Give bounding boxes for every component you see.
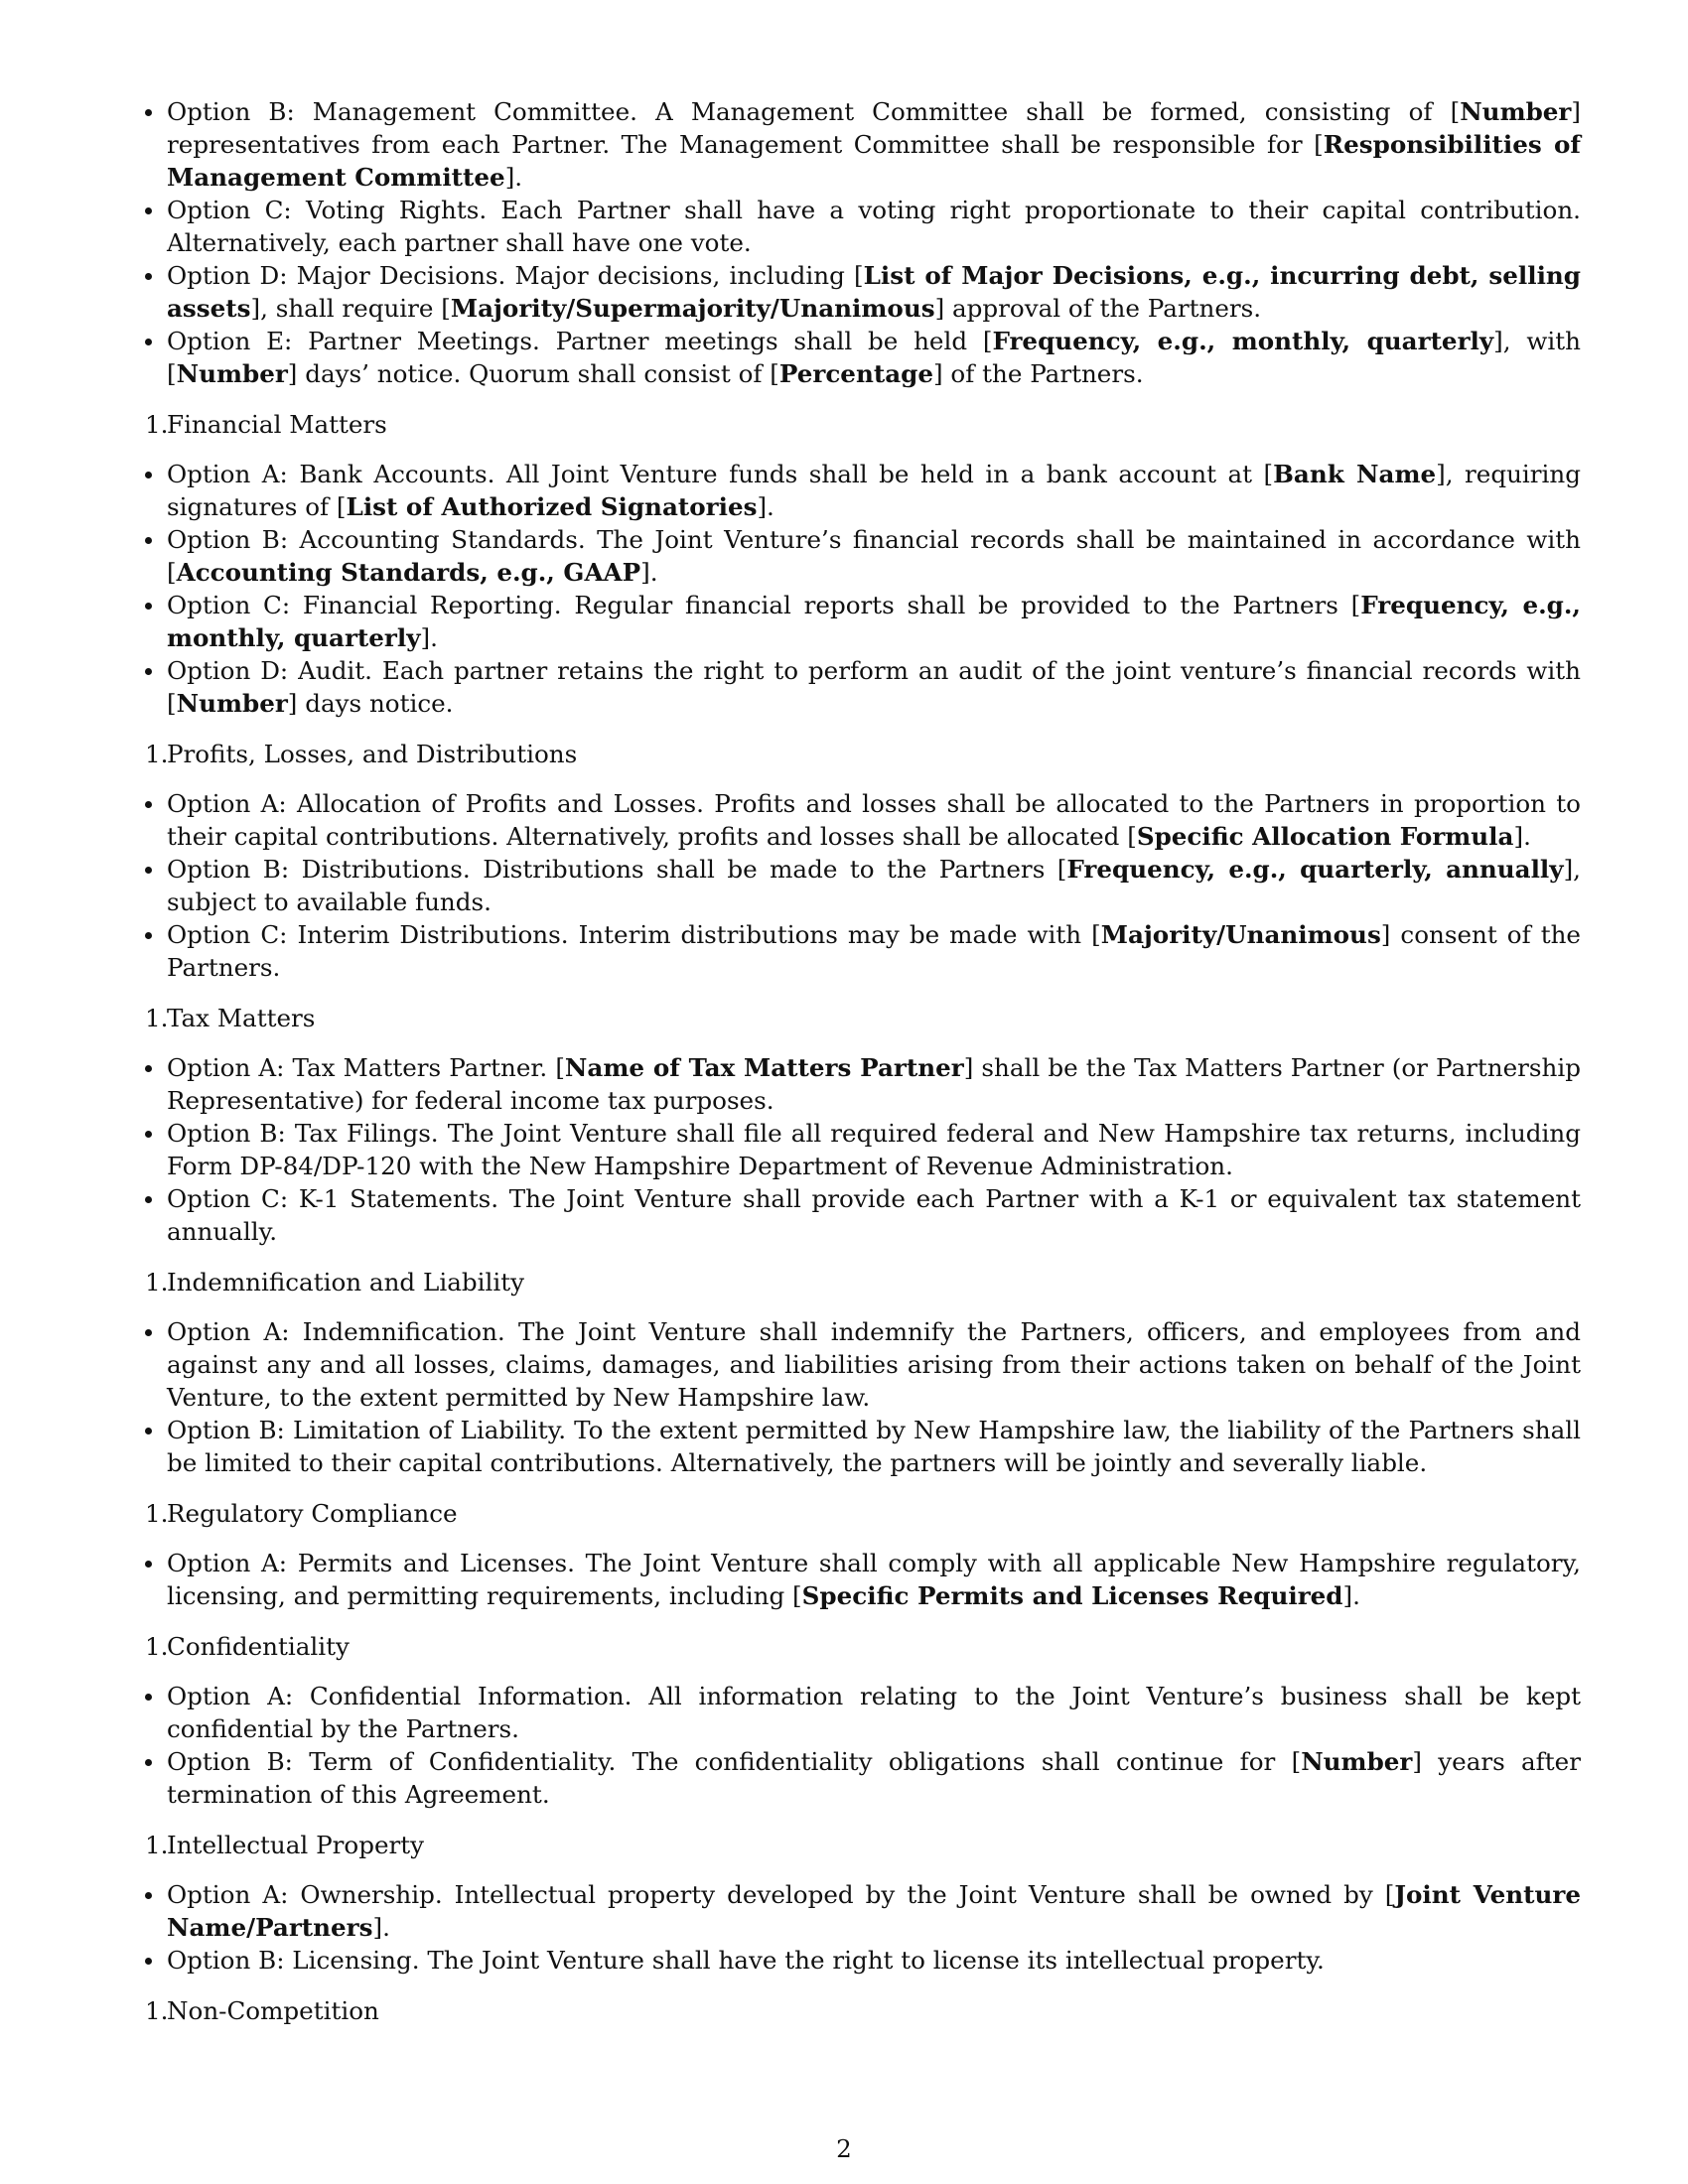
option-text: ] of the Partners.	[932, 359, 1144, 388]
bullet-icon	[145, 1958, 152, 1965]
option-text: ].	[640, 558, 658, 587]
option-list	[145, 95, 1581, 390]
section-heading	[145, 1630, 1581, 1663]
placeholder-field: Bank Name	[1273, 460, 1437, 488]
option-text: ], with [	[167, 327, 1581, 388]
option-text: ] days notice.	[287, 689, 454, 718]
option-list	[145, 1547, 1581, 1612]
bullet-icon	[145, 932, 152, 939]
bullet-icon	[145, 1196, 152, 1203]
option-text: ].	[420, 623, 438, 652]
option-item	[145, 1182, 1581, 1248]
option-text: ].	[372, 1913, 390, 1942]
option-text: ].	[1513, 822, 1531, 851]
section-heading	[145, 1266, 1581, 1298]
bullet-icon	[145, 1065, 152, 1072]
placeholder-field: Majority/Supermajority/Unanimous	[450, 294, 935, 323]
option-text: Option A: Indemnification. The Joint Venture shall indemnify the Partners, officers, and employees from and against any and all losses, claims, damages, and liabilities arising from their actions taken on behalf of the Joint Venture, to the extent permitted by New Hampshire law.	[167, 1317, 1581, 1412]
page-number: 2	[836, 2134, 852, 2163]
bullet-icon	[145, 339, 152, 345]
section-heading	[145, 1497, 1581, 1530]
section-title: Tax Matters	[167, 1004, 316, 1032]
option-item	[145, 259, 1581, 325]
section-number: 1.	[145, 1499, 169, 1528]
placeholder-field: Number	[1460, 97, 1572, 126]
placeholder-field: Name of Tax Matters Partner	[564, 1053, 964, 1082]
section-number: 1.	[145, 1632, 169, 1661]
placeholder-field: Frequency, e.g., quarterly, annually	[1066, 855, 1564, 884]
section-heading	[145, 408, 1581, 441]
bullet-icon	[145, 1892, 152, 1899]
placeholder-field: Responsibilities of Management Committee	[167, 130, 1581, 192]
option-text: ] approval of the Partners.	[934, 294, 1262, 323]
option-text: Option E: Partner Meetings. Partner meetings shall be held [	[167, 327, 993, 355]
section-title: Non-Competition	[167, 1996, 379, 2025]
section-heading	[145, 738, 1581, 770]
option-text: Option B: Tax Filings. The Joint Venture shall file all required federal and New Hampshire tax returns, including Form DP-84/DP-120 with the New Hampshire Department of Revenue Administration.	[167, 1119, 1581, 1180]
option-text: ], requiring signatures of [	[167, 460, 1582, 521]
option-text: Option A: Bank Accounts. All Joint Venture funds shall be held in a bank account at [	[167, 460, 1274, 488]
placeholder-field: Frequency, e.g., monthly, quarterly	[992, 327, 1494, 355]
option-item	[145, 787, 1581, 853]
section-heading	[145, 1994, 1581, 2027]
option-item	[145, 1944, 1581, 1977]
placeholder-field: Accounting Standards, e.g., GAAP	[176, 558, 641, 587]
placeholder-field: Specific Allocation Formula	[1136, 822, 1514, 851]
option-item	[145, 1745, 1581, 1811]
placeholder-field: List of Major Decisions, e.g., incurring debt, selling assets	[167, 261, 1582, 323]
option-list	[145, 1315, 1581, 1479]
placeholder-field: Frequency, e.g., monthly, quarterly	[167, 591, 1581, 652]
option-list	[145, 1878, 1581, 1977]
bullet-icon	[145, 1329, 152, 1336]
placeholder-field: Number	[176, 689, 288, 718]
option-item	[145, 853, 1581, 918]
bullet-icon	[145, 867, 152, 874]
bullet-icon	[145, 1759, 152, 1766]
document-body	[145, 95, 1581, 2044]
option-text: ].	[504, 163, 523, 192]
option-item	[145, 95, 1581, 194]
option-text: Option B: Limitation of Liability. To the extent permitted by New Hampshire law, the liability of the Partners shall be limited to their capital contributions. Alternatively, the partners will be jointly and severally liable.	[167, 1416, 1581, 1477]
option-item	[145, 1680, 1581, 1745]
option-text: Option D: Audit. Each partner retains the right to perform an audit of the joint venture’s financial records with [	[167, 656, 1581, 718]
option-text: ] days’ notice. Quorum shall consist of [	[287, 359, 779, 388]
option-item	[145, 654, 1581, 720]
bullet-icon	[145, 273, 152, 280]
placeholder-field: Number	[176, 359, 288, 388]
option-text: ].	[757, 492, 774, 521]
option-item	[145, 1315, 1581, 1414]
placeholder-field: Joint Venture Name/Partners	[167, 1880, 1581, 1942]
option-text: ] shall be the Tax Matters Partner (or Partnership Representative) for federal income tax purposes.	[167, 1053, 1581, 1115]
option-text: Option B: Accounting Standards. The Joint Venture’s financial records shall be maintained in accordance with [	[167, 525, 1581, 587]
bullet-icon	[145, 472, 152, 478]
bullet-icon	[145, 1131, 152, 1138]
section-title: Indemnification and Liability	[167, 1268, 524, 1297]
option-item	[145, 1051, 1581, 1117]
section-number: 1.	[145, 1004, 169, 1032]
bullet-icon	[145, 668, 152, 675]
option-text: ].	[1342, 1581, 1360, 1610]
placeholder-field: Majority/Unanimous	[1100, 920, 1381, 949]
option-text: ], shall require [	[250, 294, 451, 323]
placeholder-field: Number	[1301, 1747, 1413, 1776]
section-heading	[145, 1002, 1581, 1034]
option-text: Option B: Term of Confidentiality. The confidentiality obligations shall continue for [	[167, 1747, 1302, 1776]
option-item	[145, 589, 1581, 654]
bullet-icon	[145, 537, 152, 544]
option-item	[145, 918, 1581, 984]
option-text: Option A: Tax Matters Partner. [	[167, 1053, 565, 1082]
bullet-icon	[145, 801, 152, 808]
option-list	[145, 458, 1581, 720]
placeholder-field: List of Authorized Signatories	[346, 492, 758, 521]
bullet-icon	[145, 1428, 152, 1434]
option-item	[145, 1878, 1581, 1944]
option-text: Option B: Distributions. Distributions shall be made to the Partners [	[167, 855, 1067, 884]
option-text: ] years after termination of this Agreement.	[167, 1747, 1581, 1809]
option-text: Option C: Interim Distributions. Interim distributions may be made with [	[167, 920, 1101, 949]
option-text: Option B: Management Committee. A Management Committee shall be formed, consisting of [	[167, 97, 1461, 126]
option-item	[145, 194, 1581, 259]
section-number: 1.	[145, 1268, 169, 1297]
option-text: Option C: Financial Reporting. Regular financial reports shall be provided to the Partners [	[167, 591, 1361, 619]
option-text: ] representatives from each Partner. The Management Committee shall be responsible for [	[167, 97, 1581, 159]
option-list	[145, 787, 1581, 984]
option-item	[145, 1414, 1581, 1479]
option-text: Option C: Voting Rights. Each Partner shall have a voting right proportionate to their capital contribution. Alternatively, each partner shall have one vote.	[167, 196, 1581, 257]
option-text: Option A: Permits and Licenses. The Joint Venture shall comply with all applicable New Hampshire regulatory, licensing, and permitting requirements, including [	[167, 1549, 1581, 1610]
bullet-icon	[145, 207, 152, 214]
bullet-icon	[145, 1694, 152, 1701]
option-item	[145, 1117, 1581, 1182]
option-text: ], subject to available funds.	[167, 855, 1581, 916]
option-item	[145, 458, 1581, 523]
section-number: 1.	[145, 1996, 169, 2025]
option-text: Option A: Ownership. Intellectual property developed by the Joint Venture shall be owned by [	[167, 1880, 1395, 1909]
section-title: Regulatory Compliance	[167, 1499, 458, 1528]
option-text: Option C: K-1 Statements. The Joint Venture shall provide each Partner with a K-1 or equivalent tax statement annually.	[167, 1184, 1581, 1246]
option-text: Option D: Major Decisions. Major decisions, including [	[167, 261, 864, 290]
option-text: ] consent of the Partners.	[167, 920, 1581, 982]
option-list	[145, 1051, 1581, 1248]
section-heading	[145, 1829, 1581, 1861]
section-number: 1.	[145, 410, 169, 439]
option-item	[145, 523, 1581, 589]
option-item	[145, 325, 1581, 390]
section-number: 1.	[145, 1831, 169, 1859]
placeholder-field: Specific Permits and Licenses Required	[801, 1581, 1343, 1610]
placeholder-field: Percentage	[778, 359, 933, 388]
section-title: Confidentiality	[167, 1632, 350, 1661]
section-title: Profits, Losses, and Distributions	[167, 740, 578, 768]
bullet-icon	[145, 109, 152, 116]
option-list	[145, 1680, 1581, 1811]
option-item	[145, 1547, 1581, 1612]
option-text: Option B: Licensing. The Joint Venture shall have the right to license its intellectual property.	[167, 1946, 1325, 1975]
bullet-icon	[145, 1561, 152, 1568]
bullet-icon	[145, 603, 152, 610]
section-title: Intellectual Property	[167, 1831, 425, 1859]
section-number: 1.	[145, 740, 169, 768]
section-title: Financial Matters	[167, 410, 387, 439]
option-text: Option A: Confidential Information. All information relating to the Joint Venture’s business shall be kept confidential by the Partners.	[167, 1682, 1581, 1743]
option-text: Option A: Allocation of Profits and Losses. Profits and losses shall be allocated to the Partners in proportion to their capital contributions. Alternatively, profits and losses shall be allocated [	[167, 789, 1581, 851]
